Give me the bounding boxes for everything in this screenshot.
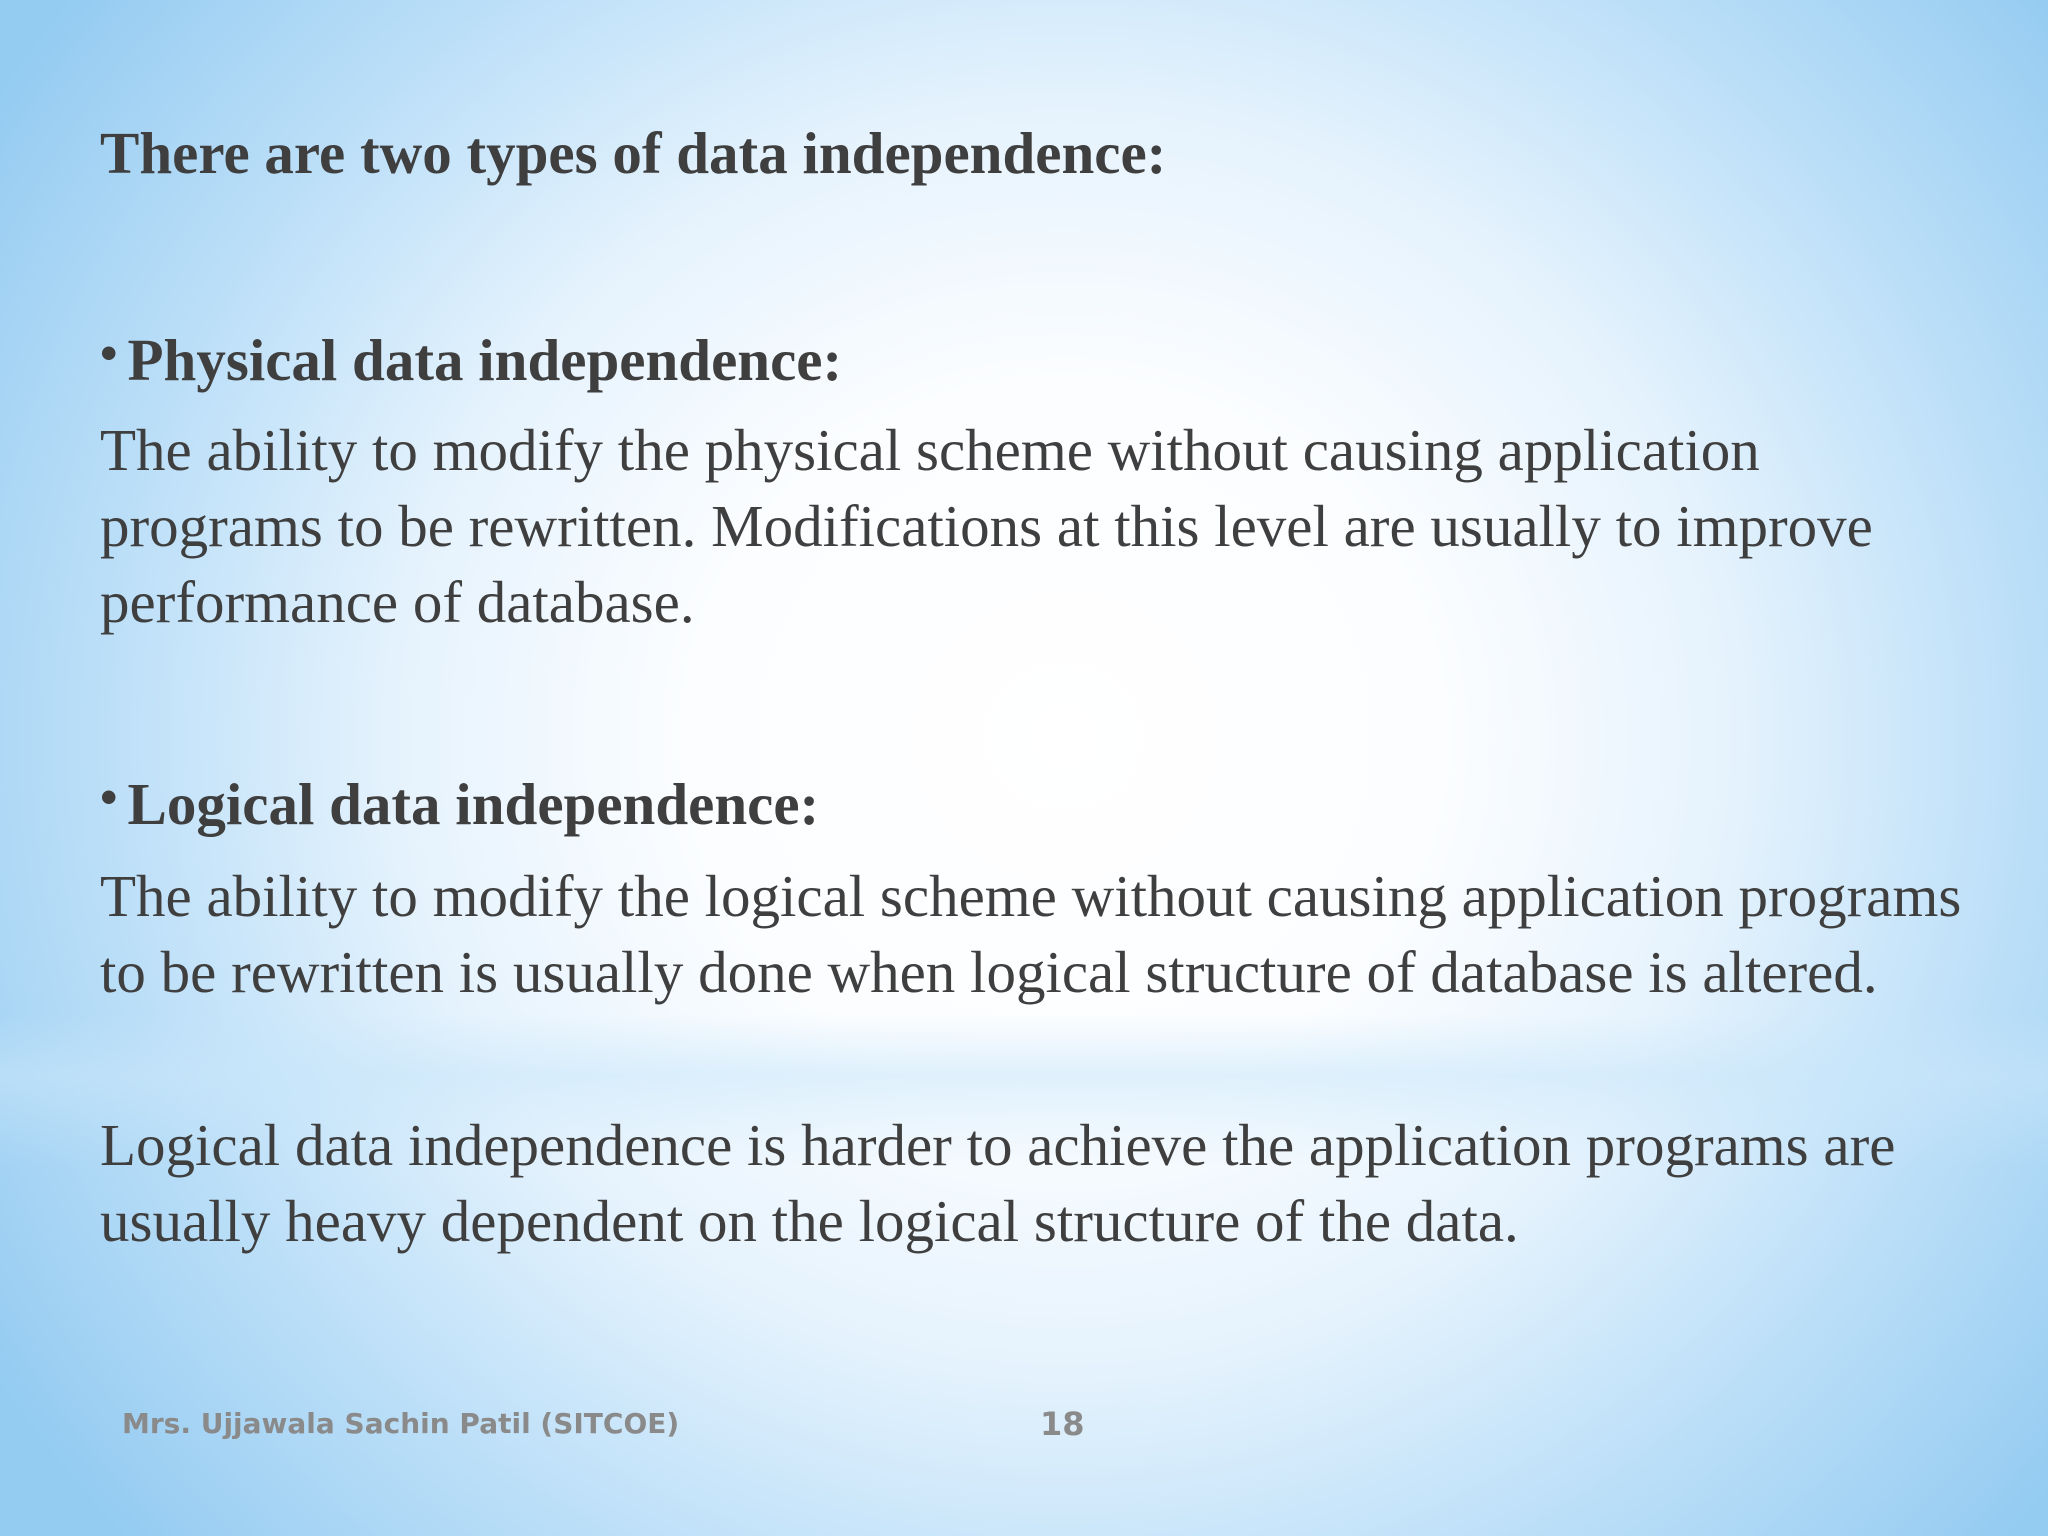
section-title-logical-label: Logical data independence: [127,771,820,837]
page-number: 18 [1040,1405,1085,1443]
section-title-physical-label: Physical data independence: [127,327,843,393]
section-title-physical [100,318,842,395]
footer-author: Mrs. Ujjawala Sachin Patil (SITCOE) [122,1407,680,1440]
bullet-icon: • [100,325,118,381]
section-title-logical [100,762,819,839]
physical-description: The ability to modify the physical scheme without causing application programs to be rewritten. Modifications at this level are usually to improve performance of database. [100,417,1873,635]
logical-note: Logical data independence is harder to achieve the application programs are usually heavy dependent on the logical structure of the data. [100,1112,1896,1254]
logical-description: The ability to modify the logical scheme without causing application programs to be rewritten is usually done when logical structure of database is altered. [100,863,1962,1005]
bullet-icon: • [100,769,118,825]
slide-heading: There are two types of data independence: [100,120,1167,186]
